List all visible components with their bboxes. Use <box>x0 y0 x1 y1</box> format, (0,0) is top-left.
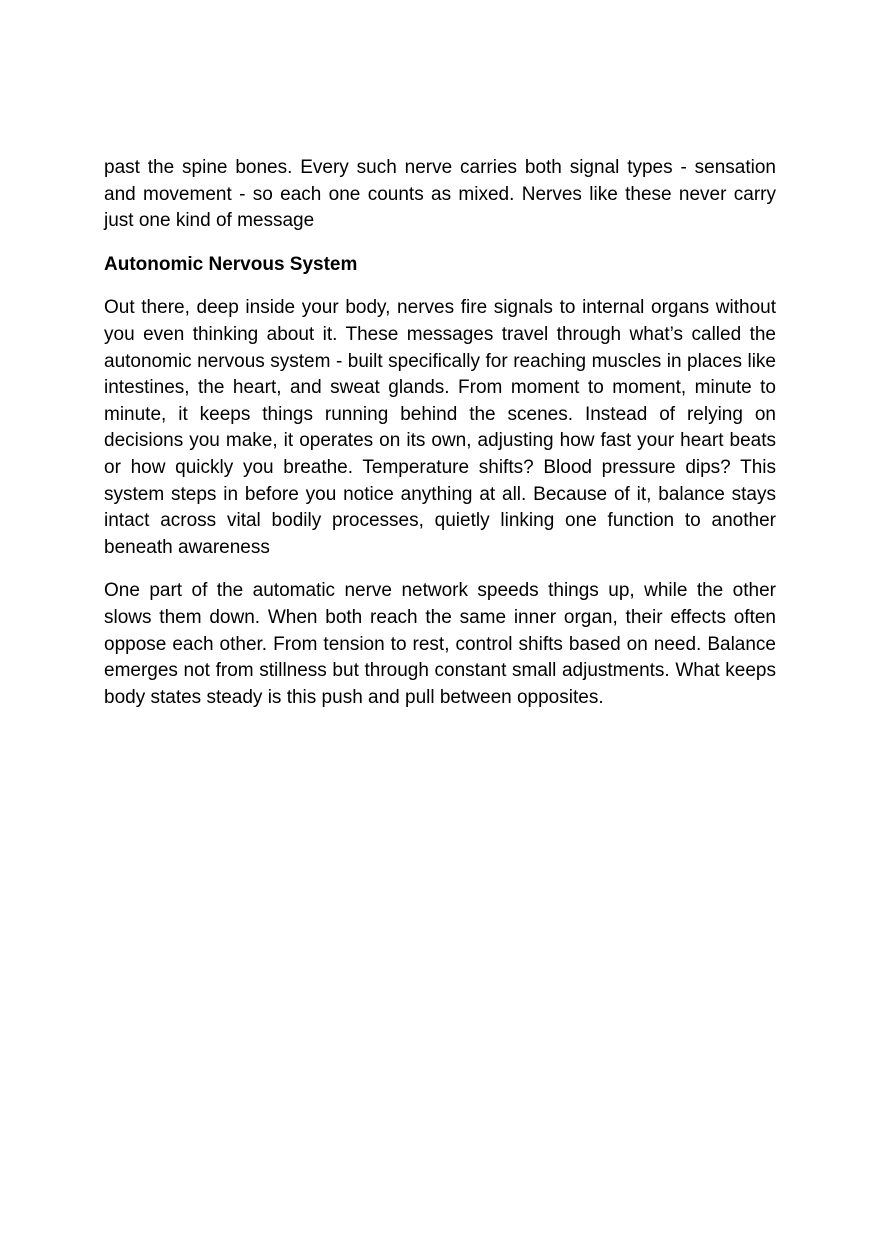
section-heading: Autonomic Nervous System <box>104 253 358 275</box>
section-paragraph: Out there, deep inside your body, nerves fire signals to internal organs without you even thinking about it. These messages travel through what’s called the autonomic nervous system - built specifically for reaching muscles in places like intestines, the heart, and sweat glands. From moment to moment, minute to minute, it keeps things running behind the scenes. Instead of relying on decisions you make, it operates on its own, adjusting how fast your heart beats or how quickly you breathe. Temperature shifts? Blood pressure dips? This system steps in before you notice anything at all. Because of it, balance stays intact across vital bodily processes, quietly linking one function to another beneath awareness <box>104 297 776 558</box>
section-paragraph: One part of the automatic nerve network speeds things up, while the other slows them down. When both reach the same inner organ, their effects often oppose each other. From tension to rest, control shifts based on need. Balance emerges not from stillness but through constant small adjustments. What keeps body states steady is this push and pull between opposites. <box>104 580 776 708</box>
document-body <box>104 155 776 728</box>
intro-paragraph: past the spine bones. Every such nerve carries both signal types - sensation and movement - so each one counts as mixed. Nerves like these never carry just one kind of message <box>104 157 776 232</box>
